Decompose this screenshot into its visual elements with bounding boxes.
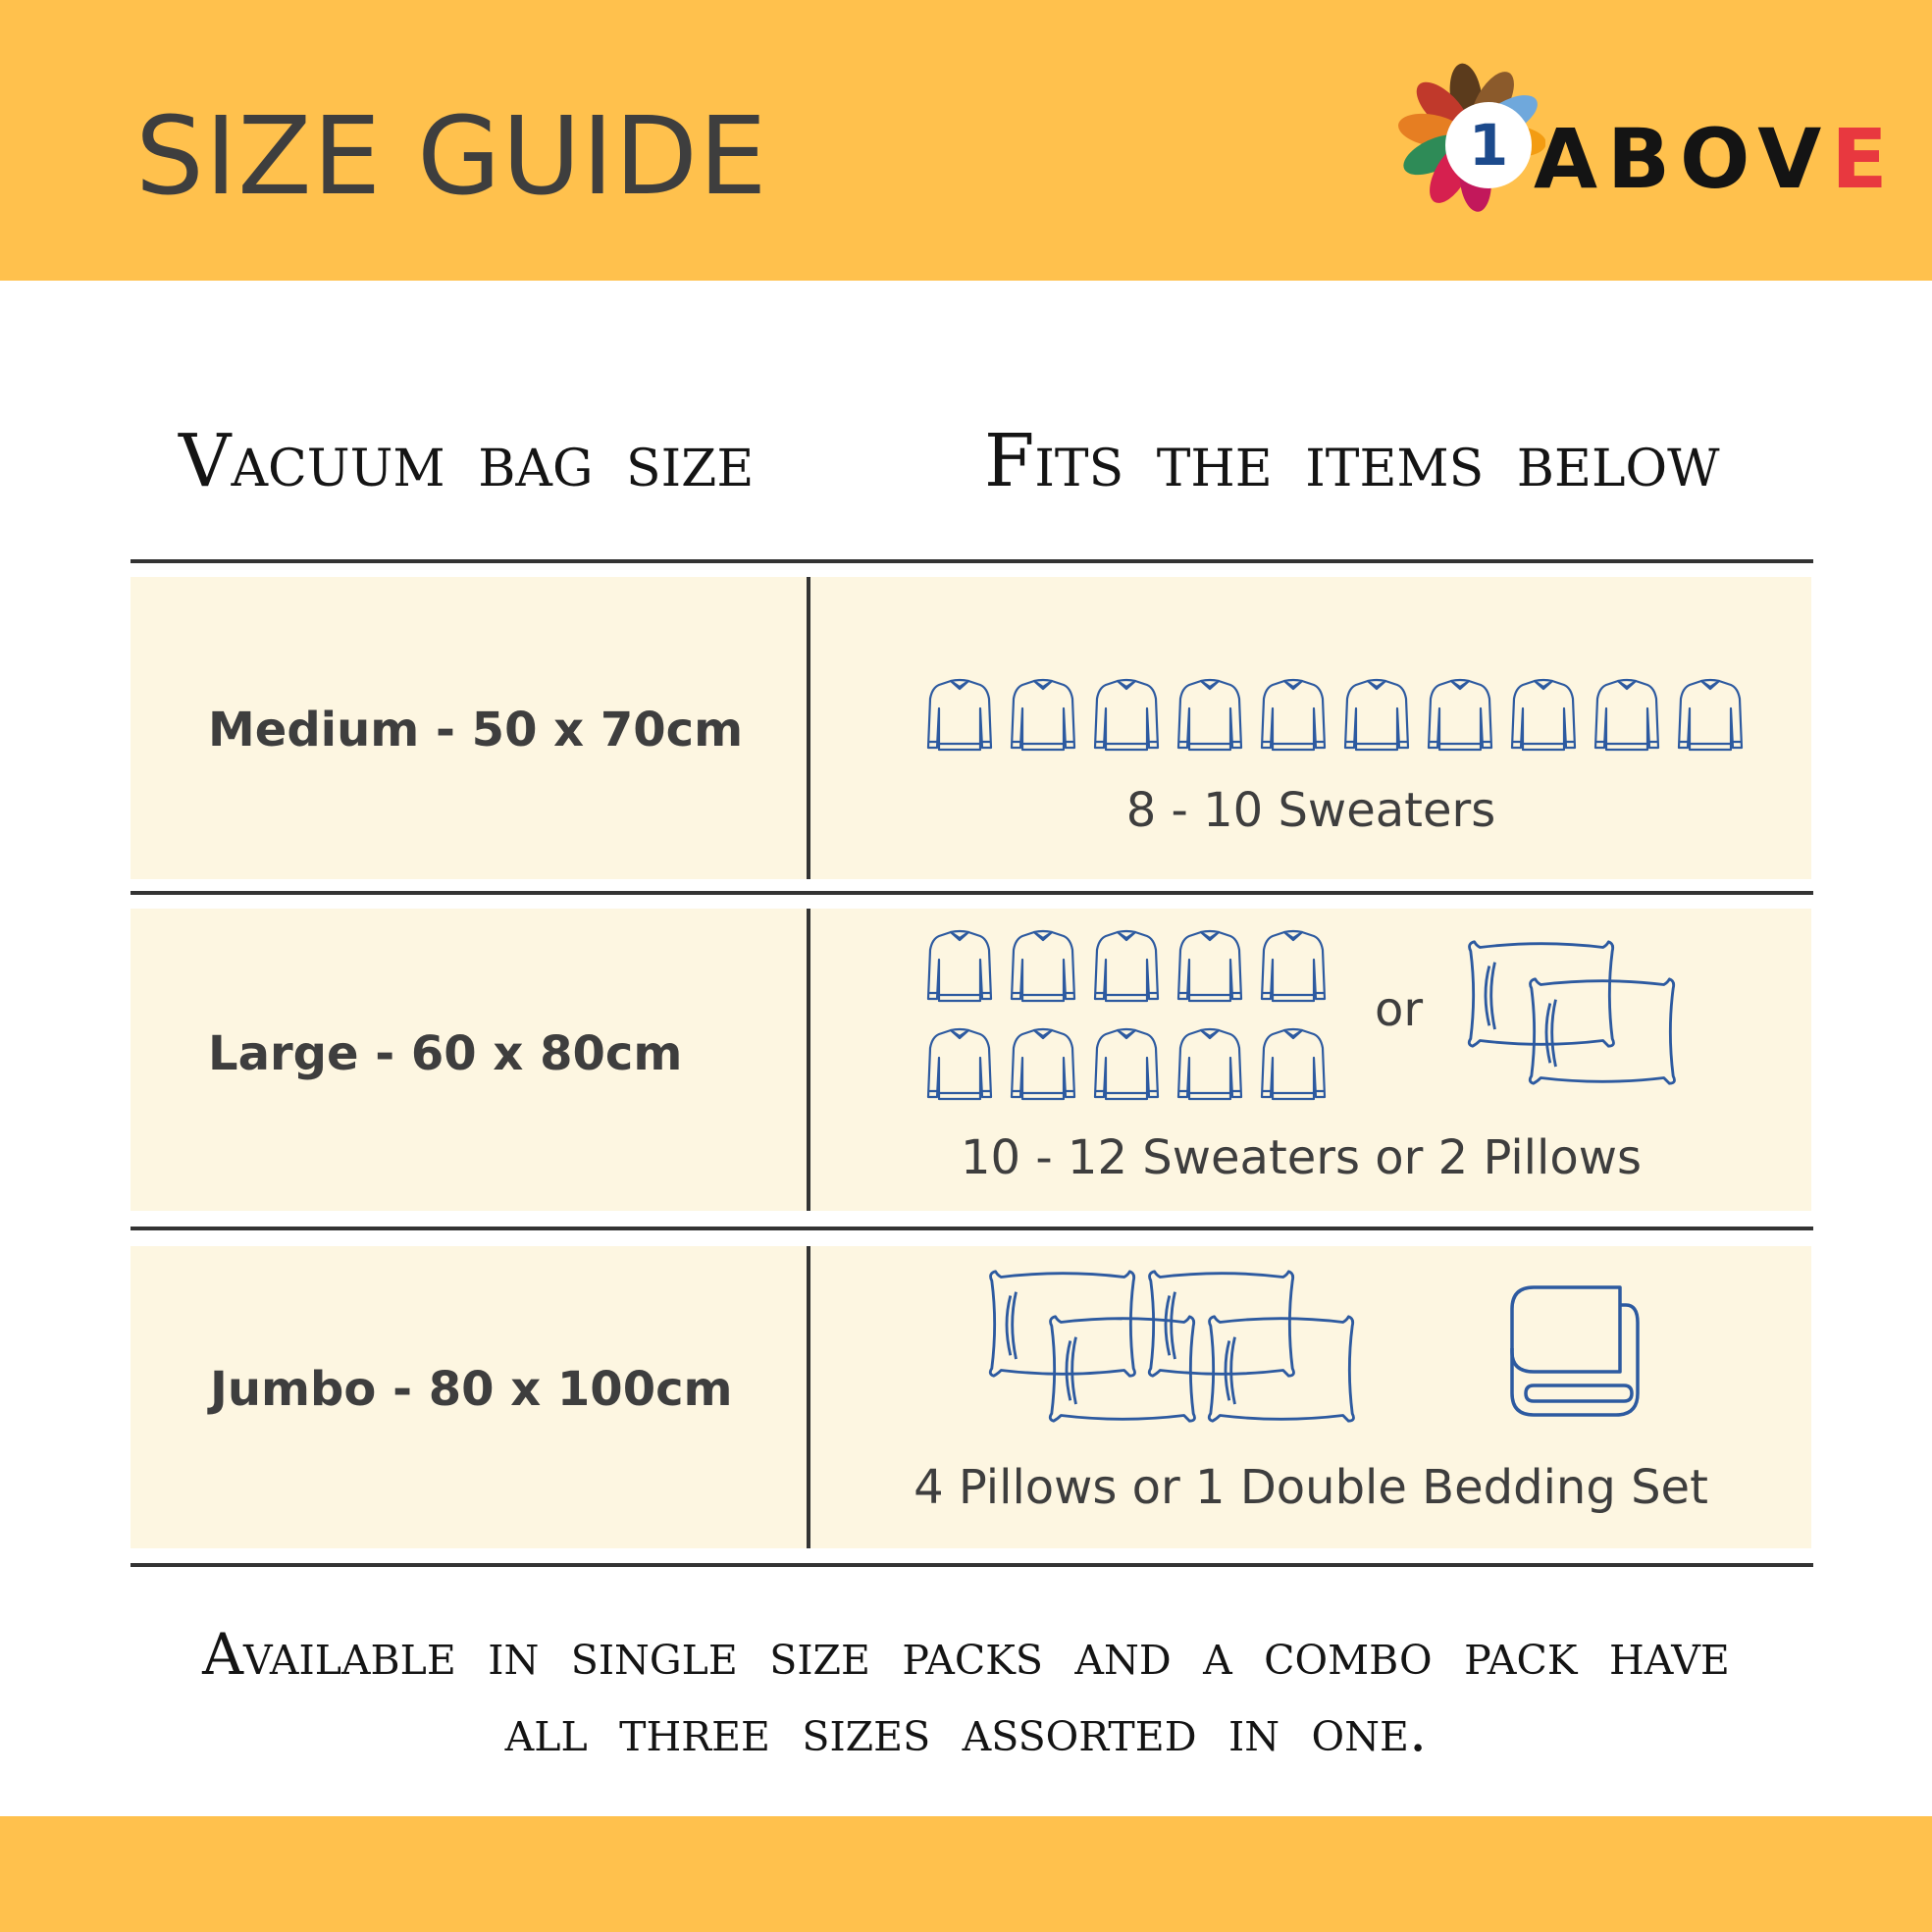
sweater-icon bbox=[1342, 675, 1411, 754]
size-label-large: Large - 60 x 80cm bbox=[208, 1026, 683, 1081]
footer-note-line2: all three sizes assorted in one. bbox=[504, 1697, 1428, 1764]
sweater-icon bbox=[1175, 675, 1244, 754]
pillow-icon bbox=[1528, 975, 1677, 1087]
sweater-icon bbox=[1092, 926, 1161, 1005]
flower-logo-icon bbox=[1398, 59, 1545, 216]
column-header-fits: Fits the items below bbox=[984, 419, 1720, 503]
sweater-icon bbox=[925, 675, 994, 754]
size-label-medium: Medium - 50 x 70cm bbox=[208, 703, 744, 757]
pillow-icon bbox=[1207, 1313, 1356, 1425]
table-row-medium bbox=[131, 577, 1811, 879]
or-separator: or bbox=[1375, 982, 1424, 1037]
sweater-icon bbox=[1092, 1024, 1161, 1103]
table-divider bbox=[131, 1563, 1813, 1567]
fits-caption-large: 10 - 12 Sweaters or 2 Pillows bbox=[961, 1130, 1642, 1185]
sweater-icon bbox=[1175, 926, 1244, 1005]
table-row-large bbox=[131, 909, 1811, 1211]
table-divider bbox=[131, 1227, 1813, 1230]
sweater-icon bbox=[925, 1024, 994, 1103]
logo-word-main: ABOV bbox=[1534, 111, 1832, 207]
sweater-icon bbox=[1092, 675, 1161, 754]
sweater-icon bbox=[1509, 675, 1578, 754]
sweater-icon bbox=[925, 926, 994, 1005]
pillow-icon bbox=[1048, 1313, 1197, 1425]
sweater-icon bbox=[1009, 1024, 1077, 1103]
table-divider bbox=[131, 891, 1813, 895]
brand-logo bbox=[1398, 59, 1898, 216]
logo-number: 1 bbox=[1468, 112, 1509, 179]
sweater-icon bbox=[1009, 675, 1077, 754]
sweater-icon bbox=[1426, 675, 1494, 754]
footer-band bbox=[0, 1816, 1932, 1932]
sweater-icon bbox=[1259, 1024, 1328, 1103]
size-label-jumbo: Jumbo - 80 x 100cm bbox=[210, 1362, 733, 1417]
table-divider bbox=[131, 559, 1813, 563]
logo-word-last: E bbox=[1831, 111, 1898, 207]
column-header-size: Vacuum bag size bbox=[179, 419, 755, 503]
footer-note-line1: Available in single size packs and a combo pack have bbox=[202, 1621, 1730, 1688]
folded-bedding-icon bbox=[1504, 1283, 1642, 1421]
table-row-jumbo bbox=[131, 1246, 1811, 1548]
sweater-icon bbox=[1259, 675, 1328, 754]
logo-wordmark bbox=[1534, 111, 1898, 207]
fits-caption-jumbo: 4 Pillows or 1 Double Bedding Set bbox=[914, 1460, 1708, 1515]
page-title: SIZE GUIDE bbox=[135, 93, 768, 219]
sweater-icon bbox=[1009, 926, 1077, 1005]
fits-caption-medium: 8 - 10 Sweaters bbox=[1125, 783, 1496, 838]
sweater-icon bbox=[1175, 1024, 1244, 1103]
sweater-icon bbox=[1593, 675, 1661, 754]
sweater-icon bbox=[1676, 675, 1745, 754]
sweater-icon bbox=[1259, 926, 1328, 1005]
